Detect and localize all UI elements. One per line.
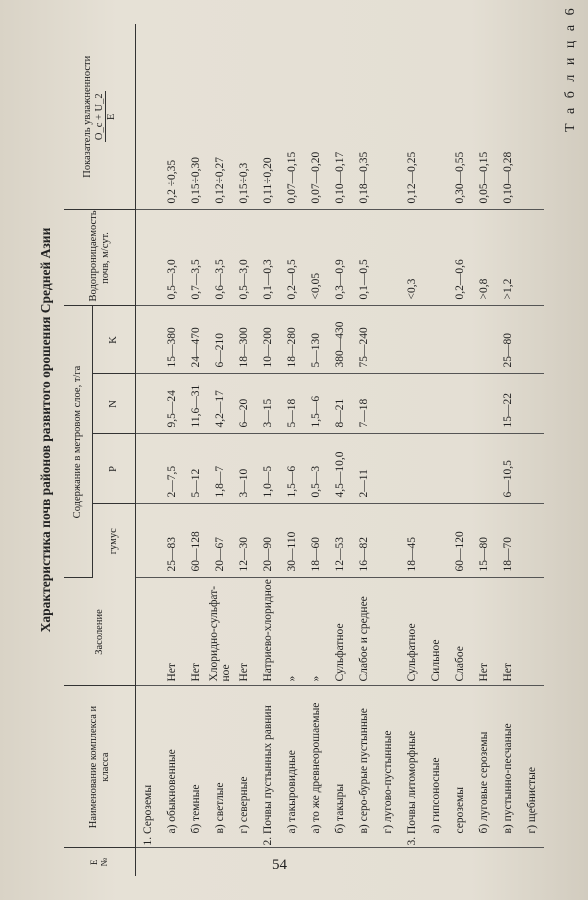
cell-perm: 0,7—3,5	[184, 210, 208, 306]
cell-number	[520, 848, 544, 876]
cell-ind: 0,05—0,15	[472, 24, 496, 210]
cell-n: 1,5—6	[304, 374, 328, 434]
cell-n: 11,6—31	[184, 374, 208, 434]
cell-ind	[424, 24, 448, 210]
cell-n	[400, 374, 424, 434]
cell-k	[424, 306, 448, 374]
cell-n: 8—21	[328, 374, 352, 434]
cell-salinity: Сульфатное	[400, 578, 424, 686]
cell-name: г) щебнистые	[520, 686, 544, 848]
cell-salinity: Натриево-хлоридное	[256, 578, 280, 686]
cell-k	[472, 306, 496, 374]
cell-ind: 0,11÷0,20	[256, 24, 280, 210]
cell-number	[424, 848, 448, 876]
table-row	[136, 24, 161, 876]
cell-perm: 0,3—0,9	[328, 210, 352, 306]
table-row	[184, 24, 208, 876]
cell-humus	[520, 504, 544, 578]
cell-number	[184, 848, 208, 876]
table-row	[400, 24, 424, 876]
cell-name: г) северные	[232, 686, 256, 848]
header-salinity: Засоление	[64, 578, 136, 686]
cell-number	[232, 848, 256, 876]
cell-name: сероземы	[448, 686, 472, 848]
cell-name: в) светлые	[208, 686, 232, 848]
cell-ind: 0,30—0,55	[448, 24, 472, 210]
cell-k: 18—300	[232, 306, 256, 374]
table-row	[496, 24, 520, 876]
cell-perm: 0,1—0,5	[352, 210, 376, 306]
cell-salinity: Сульфатное	[328, 578, 352, 686]
cell-humus	[376, 504, 400, 578]
cell-humus: 12—53	[328, 504, 352, 578]
cell-salinity: Нет	[184, 578, 208, 686]
table-row	[520, 24, 544, 876]
cell-salinity	[376, 578, 400, 686]
cell-perm: <0,05	[304, 210, 328, 306]
cell-ind: 0,07—0,20	[304, 24, 328, 210]
cell-salinity: Нет	[160, 578, 184, 686]
cell-name: а) такыровидные	[280, 686, 304, 848]
cell-ind: 0,18—0,35	[352, 24, 376, 210]
cell-salinity: Нет	[472, 578, 496, 686]
table-label: Т а б л и ц а 6	[563, 5, 578, 132]
table-body	[136, 24, 545, 876]
table-row	[256, 24, 280, 876]
table-row	[280, 24, 304, 876]
cell-perm: 0,5—3,0	[160, 210, 184, 306]
cell-ind: 0,2 ÷0,35	[160, 24, 184, 210]
cell-k	[400, 306, 424, 374]
cell-p	[448, 434, 472, 504]
moisture-formula: O_c + U_2 E	[93, 93, 117, 141]
cell-name: в) серо-бурые пустынные	[352, 686, 376, 848]
cell-perm: >0,8	[472, 210, 496, 306]
cell-k: 25—80	[496, 306, 520, 374]
cell-perm: 0,2—0,6	[448, 210, 472, 306]
cell-p: 1,8—7	[208, 434, 232, 504]
header-number: E №	[64, 848, 136, 876]
cell-number	[496, 848, 520, 876]
header-moisture-index: Показатель увлажненности O_c + U_2 E	[64, 24, 136, 210]
cell-ind: 0,12÷0,27	[208, 24, 232, 210]
cell-p: 4,5—10,0	[328, 434, 352, 504]
cell-perm: <0,3	[400, 210, 424, 306]
cell-ind: 0,15÷0,30	[184, 24, 208, 210]
cell-name: б) такыры	[328, 686, 352, 848]
cell-ind: 0,10—0,17	[328, 24, 352, 210]
cell-p: 1,5—6	[280, 434, 304, 504]
table-row	[304, 24, 328, 876]
cell-k	[448, 306, 472, 374]
cell-p: 5—12	[184, 434, 208, 504]
cell-humus: 30—110	[280, 504, 304, 578]
cell-perm	[376, 210, 400, 306]
cell-n	[472, 374, 496, 434]
table-row	[448, 24, 472, 876]
cell-ind: 0,12—0,25	[400, 24, 424, 210]
cell-humus: 60—120	[448, 504, 472, 578]
cell-number	[352, 848, 376, 876]
cell-salinity: Нет	[496, 578, 520, 686]
cell-p: 6—10,5	[496, 434, 520, 504]
header-name: Наименование комплекса и класса	[64, 686, 136, 848]
cell-salinity: Слабое и среднее	[352, 578, 376, 686]
cell-p	[136, 434, 161, 504]
cell-humus: 16—82	[352, 504, 376, 578]
cell-humus	[136, 504, 161, 578]
cell-number	[328, 848, 352, 876]
table-row	[208, 24, 232, 876]
cell-perm	[520, 210, 544, 306]
cell-n: 9,5—24	[160, 374, 184, 434]
cell-humus: 20—90	[256, 504, 280, 578]
cell-ind	[376, 24, 400, 210]
cell-n	[376, 374, 400, 434]
soil-characteristics-table	[64, 24, 544, 876]
cell-p	[376, 434, 400, 504]
cell-number	[160, 848, 184, 876]
cell-humus: 60—128	[184, 504, 208, 578]
table-row	[352, 24, 376, 876]
cell-perm: >1,2	[496, 210, 520, 306]
cell-p	[400, 434, 424, 504]
cell-name: а) обыкновенные	[160, 686, 184, 848]
cell-salinity: Хлоридно-сульфат-ное	[208, 578, 232, 686]
cell-name: 3. Почвы литоморфные	[400, 686, 424, 848]
cell-n: 15—22	[496, 374, 520, 434]
cell-ind: 0,15÷0,3	[232, 24, 256, 210]
cell-name: а) то же древнеорошаемые	[304, 686, 328, 848]
cell-humus: 18—70	[496, 504, 520, 578]
cell-salinity: »	[304, 578, 328, 686]
cell-k: 10—200	[256, 306, 280, 374]
cell-n: 7—18	[352, 374, 376, 434]
table-row	[160, 24, 184, 876]
cell-n: 3—15	[256, 374, 280, 434]
cell-humus	[424, 504, 448, 578]
cell-p	[472, 434, 496, 504]
cell-ind: 0,07—0,15	[280, 24, 304, 210]
header-p: P	[93, 434, 136, 504]
cell-name: в) пустынно-песчаные	[496, 686, 520, 848]
cell-humus: 15—80	[472, 504, 496, 578]
cell-n: 4,2—17	[208, 374, 232, 434]
cell-salinity	[136, 578, 161, 686]
cell-name: б) луговые сероземы	[472, 686, 496, 848]
cell-k: 15—380	[160, 306, 184, 374]
cell-humus: 18—45	[400, 504, 424, 578]
cell-name: г) лугово-пустынные	[376, 686, 400, 848]
cell-n	[520, 374, 544, 434]
cell-number	[304, 848, 328, 876]
cell-k: 24—470	[184, 306, 208, 374]
cell-p: 2—11	[352, 434, 376, 504]
header-k: K	[93, 306, 136, 374]
cell-ind	[136, 24, 161, 210]
header-content-group: Содержание в метровом слое, т/га	[64, 306, 93, 578]
cell-k: 6—210	[208, 306, 232, 374]
cell-p: 3—10	[232, 434, 256, 504]
cell-name: б) темные	[184, 686, 208, 848]
table-row	[472, 24, 496, 876]
cell-perm: 0,1—0,3	[256, 210, 280, 306]
page-number: 54	[272, 857, 287, 873]
cell-k: 75—240	[352, 306, 376, 374]
cell-p	[520, 434, 544, 504]
cell-humus: 20—67	[208, 504, 232, 578]
cell-name: 1. Сероземы	[136, 686, 161, 848]
header-humus: гумус	[93, 504, 136, 578]
cell-number	[448, 848, 472, 876]
cell-number	[136, 848, 161, 876]
cell-salinity: Нет	[232, 578, 256, 686]
cell-n: 5—18	[280, 374, 304, 434]
cell-p: 2—7,5	[160, 434, 184, 504]
cell-humus: 18—60	[304, 504, 328, 578]
header-n: N	[93, 374, 136, 434]
cell-salinity: »	[280, 578, 304, 686]
cell-k: 380—430	[328, 306, 352, 374]
cell-k	[520, 306, 544, 374]
cell-name: а) гипсоносные	[424, 686, 448, 848]
header-permeability: Водопроницаемость почв, м/сут.	[64, 210, 136, 306]
cell-n	[136, 374, 161, 434]
cell-ind	[520, 24, 544, 210]
cell-name: 2. Почвы пустынных равнин	[256, 686, 280, 848]
table-row	[328, 24, 352, 876]
cell-number	[400, 848, 424, 876]
cell-perm: 0,2—0,5	[280, 210, 304, 306]
cell-number	[376, 848, 400, 876]
cell-number	[472, 848, 496, 876]
cell-perm: 0,6—3,5	[208, 210, 232, 306]
cell-p: 1,0—5	[256, 434, 280, 504]
cell-k	[136, 306, 161, 374]
cell-p: 0,5—3	[304, 434, 328, 504]
cell-humus: 12—30	[232, 504, 256, 578]
table-title: Характеристика почв районов развитого орошения Средней Азии	[38, 227, 53, 633]
cell-k: 18—280	[280, 306, 304, 374]
cell-perm	[136, 210, 161, 306]
cell-humus: 25—83	[160, 504, 184, 578]
cell-salinity: Сильное	[424, 578, 448, 686]
cell-k: 5—130	[304, 306, 328, 374]
cell-n	[448, 374, 472, 434]
cell-p	[424, 434, 448, 504]
cell-perm: 0,5—3,0	[232, 210, 256, 306]
table-row	[376, 24, 400, 876]
cell-k	[376, 306, 400, 374]
table-row	[232, 24, 256, 876]
cell-ind: 0,10—0,28	[496, 24, 520, 210]
cell-perm	[424, 210, 448, 306]
cell-salinity	[520, 578, 544, 686]
cell-salinity: Слабое	[448, 578, 472, 686]
table-row	[424, 24, 448, 876]
cell-number	[208, 848, 232, 876]
cell-n: 6—20	[232, 374, 256, 434]
cell-n	[424, 374, 448, 434]
